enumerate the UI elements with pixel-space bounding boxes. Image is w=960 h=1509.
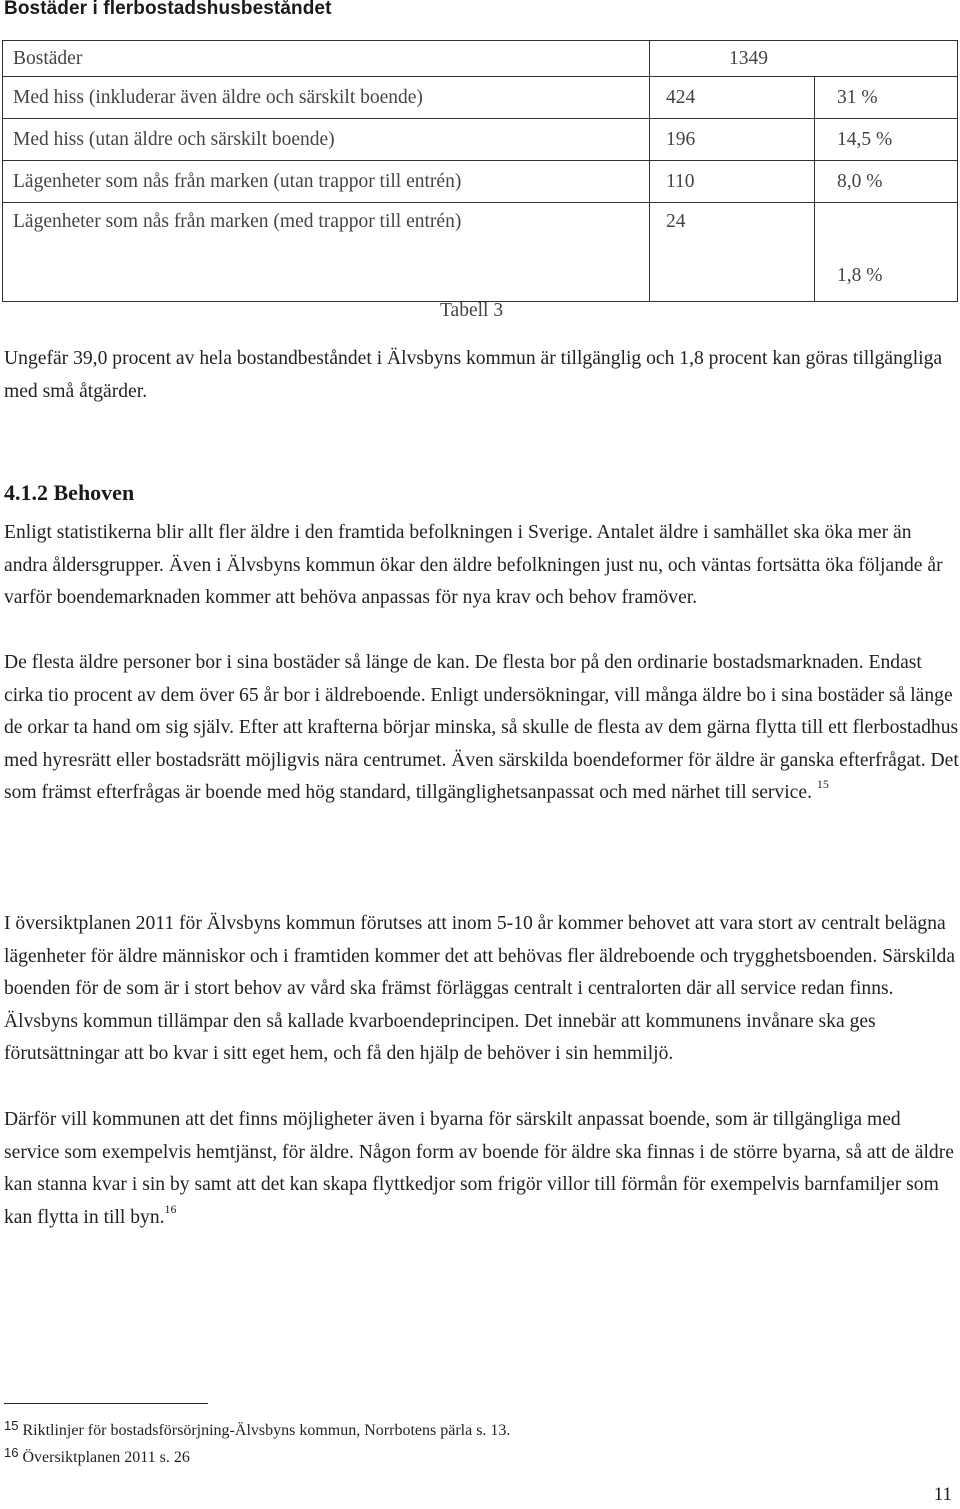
table-cell-value: 424 [650, 77, 815, 119]
table-cell-label: Lägenheter som nås från marken (med trappor till entrén) [3, 203, 650, 302]
table-row [3, 119, 958, 161]
table-cell-percent: 14,5 % [815, 119, 958, 161]
footnote-reference: 15 [816, 777, 829, 792]
paragraph: I översiktplanen 2011 för Älvsbyns kommun förutses att inom 5-10 år kommer behovet att vara stort av centralt belägna lägenheter för äldre människor och i framtiden kommer det att behövas fler äldreboende och trygghetsboenden. Särskilda boenden för de som är i stort behov av vård ska främst förläggas centralt i centralorten där all service redan finns. Älvsbyns kommun tillämpar den så kallade kvarboendeprincipen. Det innebär att kommunens invånare ska ges förutsättningar att bo kvar i sitt eget hem, och få den hjälp de behöver i sin hemmiljö. [4, 913, 956, 1065]
table-cell-value: 110 [650, 161, 815, 203]
paragraph-with-reference [4, 1104, 959, 1234]
table-cell-label: Med hiss (utan äldre och särskilt boende) [3, 119, 650, 161]
table-caption: Tabell 3 [440, 300, 504, 321]
intro-paragraph: Ungefär 39,0 procent av hela bostandbeståndet i Älvsbyns kommun är tillgänglig och 1,8 procent kan göras tillgängliga med små åtgärder. [4, 348, 943, 402]
table-cell-label: Bostäder [3, 41, 650, 77]
footnote-text: Översiktplanen 2011 s. 26 [22, 1449, 190, 1466]
footnote-divider [4, 1403, 208, 1404]
table-cell-percent: 1,8 % [815, 203, 958, 302]
table-cell-label: Lägenheter som nås från marken (utan trappor till entrén) [3, 161, 650, 203]
footnote-number: 15 [4, 1418, 19, 1433]
footnote-reference: 16 [164, 1201, 177, 1216]
paragraph-with-reference [4, 647, 959, 810]
table-cell-value: 196 [650, 119, 815, 161]
housing-table [2, 40, 958, 302]
table-row [3, 161, 958, 203]
footnote [4, 1418, 510, 1440]
paragraph-text: Därför vill kommunen att det finns möjligheter även i byarna för särskilt anpassat boende, som är tillgängliga med service som exempelvis hemtjänst, för äldre. Någon form av boende för äldre ska finnas i de större byarna, så att de äldre kan stanna kvar i sin by samt att det kan skapa flyttkedjor som frigör villor till förmån för exempelvis barnfamiljer som kan flytta in till byn. [4, 1109, 954, 1228]
table-cell-label: Med hiss (inkluderar även äldre och särskilt boende) [3, 77, 650, 119]
subsection-heading: 4.1.2 Behoven [4, 480, 135, 505]
paragraph: Enligt statistikerna blir allt fler äldre i den framtida befolkningen i Sverige. Antalet äldre i samhället ska öka mer än andra åldersgrupper. Även i Älvsbyns kommun ökar den äldre befolkningen just nu, och väntas fortsätta öka följande år varför boendemarknaden kommer att behöva anpassas för nya krav och behov framöver. [4, 522, 943, 609]
footnote-number: 16 [4, 1445, 19, 1460]
section-title: Bostäder i flerbostadshusbeståndet [4, 0, 332, 19]
table-cell-percent: 31 % [815, 77, 958, 119]
table-cell-value: 24 [650, 203, 815, 302]
table-cell-percent: 8,0 % [815, 161, 958, 203]
footnote [4, 1445, 190, 1467]
table-cell-value: 1349 [650, 41, 958, 77]
footnote-text: Riktlinjer för bostadsförsörjning-Älvsbyns kommun, Norrbotens pärla s. 13. [22, 1422, 511, 1439]
paragraph-text: De flesta äldre personer bor i sina bostäder så länge de kan. De flesta bor på den ordinarie bostadsmarknaden. Endast cirka tio procent av dem över 65 år bor i äldreboende. Enligt undersökningar, vill många äldre bo i sina bostäder så länge de orkar ta hand om sig själv. Efter att krafterna börjar minska, så skulle de flesta av dem gärna flytta till ett flerbostadhus med hyresrätt eller bostadsrätt möjligvis nära centrumet. Även särskilda boendeformer för äldre är ganska efterfrågat. Det som främst efterfrågas är boende med hög standard, tillgänglighetsanpassat och med närhet till service. [4, 652, 959, 804]
table-row [3, 203, 958, 302]
page-number: 11 [933, 1484, 952, 1505]
table-row [3, 77, 958, 119]
table-header-row [3, 41, 958, 77]
